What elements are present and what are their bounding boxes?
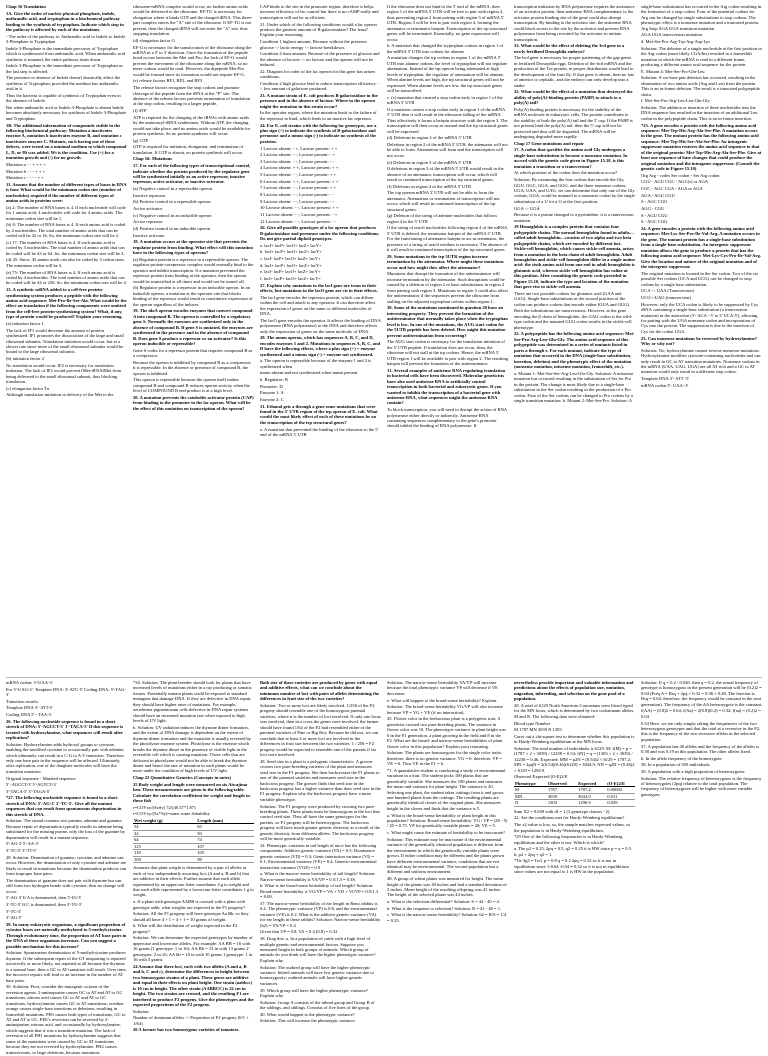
- paragraph: Solution: We can determine the expected genotypes by number of uppercase and lowercase alleles. For example: AA BB = 16 with 16 grams (1 genotype: 1 in 16); AA Bb = 13 in with 13 grams 2 genotypes: 2 in 16; AA bb = 10 in with 10 grams 1 genotype: 1 in 16 with 3 grams: [133, 935, 253, 963]
- paragraph: Because it is a purine changed to a pyrimidine, it is a transversion mutation.: [514, 212, 634, 223]
- paragraph: The bcd gene is necessary for proper patterning of the gap genes in fertilized Drosophila eggs. Deletion of the bcd mRNA and the production of the Tra protein, in proper distribution would lead to the development of the fruit fly. If that gene is absent, then no fate of anterior or cephalic, and the embryo can only develop into a snake.: [514, 55, 635, 88]
- paragraph: Condition 1 highest amount. Because without the presence glucose -> lactic energy -> lactose breakdown.: [260, 39, 367, 50]
- paragraph: *27. The following nucleotide sequence is found in a short stretch of DNA: 5'-AG-3' 3'-TC-5'. Give all the mutant sequences that can result from spontaneous depurination in this stretch of DNA.: [6, 795, 122, 817]
- table-cell: 0.011: [606, 793, 635, 799]
- paragraph: d. lacI+ lacP+ lacO+ lacZ+ lacY+: [260, 262, 322, 268]
- paragraph: 3'-TACA-5' 3'-TAGA-5': [6, 788, 50, 794]
- paragraph: c. What is the narrow-sense heritability? Solution: h2 = R/S = 1/4 = 0.25.: [387, 912, 507, 923]
- paragraph: (d) 45: Since, 45 amino acids can also be coded by 3 codon sizes. The minimum codon will be 3.: [6, 257, 126, 268]
- column-8: [133, 680, 254, 1056]
- paragraph: 31. Several examples of antisense RNA regulating translation in bacterial cells have been discovered. Molecular geneticists have also used antisense RNA to artificially control transcription in both bacterial and eukaryotic genes. If you wanted to inhibit the transcription of a bacterial gene with antisense RNA, what sequences might the antisense RNA contain?: [387, 367, 506, 406]
- paragraph: Solution: The deletion of a single nucleotide at the first position in the Arg codon (most likely CGA/Ins) resulted in a frameshift mutation in which the mRNA is read in a different frame, producing a different amino acid sequence for the protein.: [641, 45, 762, 68]
- paragraph: (a) 2: The number of RNA bases is 4. If each nucleotide will code for 1 amino acid, 4 nucleotides will code for 4 amino acids. The minimum codon size will be 1.: [6, 204, 126, 221]
- table-cell: 0.029: [606, 800, 635, 806]
- paragraph: d. Met-Ser-Pro-Arg-Trp-Arg-Asp-Lys: [641, 39, 711, 45]
- paragraph: (d) Positive control in an inducible operon: [133, 225, 211, 231]
- paragraph: The lacI gene encodes the repressor protein, which can diffuse within the cell and attach to any operator. It can therefore affect the expression of genes on the same or different molecules of DNA.: [260, 294, 376, 317]
- table-cell: 0.00002: [606, 787, 635, 793]
- table-cell: 98: [196, 856, 254, 862]
- paragraph: UCG->UAG (transversion): [641, 294, 691, 300]
- paragraph: 29. In many eukaryotic organisms, a significant proportion of cytosine bases are naturally methylated to 5-methylcytosine. Through evolutionary time, the proportion of AT base pairs in the DNA of these organisms increases. Can you suggest a possible mechanism for this increase?: [6, 921, 127, 949]
- paragraph: 8 Lactose absent: - -, Lactose present: - -: [260, 192, 335, 198]
- table-header: Wet weight (g): [133, 818, 196, 824]
- paragraph: Solution: Spontaneous deamination of 5-methylcytosine produces thymine. If the subsequent repair of the GT mispairing is repaired incorrectly or more likely, not repaired at all because the thymine is a normal base, then a GC to AT transition will result. Over time, the incorrect repairs will lead to an increase in the number of AT base pairs.: [6, 950, 127, 983]
- paragraph: Solution: The relative frequency of heterozygotes is the frequency of heterozygotes (2pq) relative to the total population. The frequency of heterozygotes will be higher with more variable genotypes.: [641, 775, 762, 797]
- table-header: Phenotype: [514, 781, 547, 787]
- paragraph: 48. A group of wheat plants was measured for height. The mean height of the plants was 40 inches and had a standard deviation of 3 inches. Mean height of the resulting offspring was 41 inches. The height of the selected plants was 44 inches.: [387, 876, 507, 898]
- paragraph: Assumes that plant weight is determined by a pair of alleles at each of two independently assorting loci (A and a, B and b) that are additive in their effects. Further assume that each allele represented by an uppercase letter contributes 4 g to weight and that each allele represented by a lowercase letter contributes 1 g to weight.: [133, 865, 254, 898]
- paragraph: 22. Diagram for order of the lac operon for this gene has arisen conditions.: [260, 68, 375, 80]
- paragraph: Solution: No, hydroxylamine cannot reverse nonsense mutations. Hydroxylamine modifies cytosine-containing nucleotides and can only result in GC to AT transition mutations. Nonsense codons in the mRNA (UAA, UAG, UGA) are all AT rich and a GC to AT mutation would only result in a different stop codon.: [641, 347, 761, 375]
- paragraph: 17. A codon that specifies the amino acid Gly undergoes a single-base substitution to become a nonsense mutation. In accord with the genetic code given in Figure 15.10, is this mutation a transition or a transversion?: [514, 147, 628, 169]
- paragraph: Solution: The F1 progeny were produced by crossing two pure-breeding plants. These plants must be homozygous at the loci that control seed size. They all have the same genotypes for the parents, so F1 progeny will be heterozygous. The backcross progeny will have much greater genetic diversity as a result of the genetic diversity from different alleles. The backcross progeny will be more genetically variable.: [260, 803, 381, 842]
- paragraph: 45. Flower color in the herbaceous plant is a polygenic trait. A geneticist crossed two pure-breeding plants. The variance in flower color was 10. The phenotypic variance in plant height was 6 in the F1 generation, a plant growing in the field and 8 in the F2. What are the broad- and narrow-sense heritabilities of plant flower color in this population? Explain your reasoning.: [387, 716, 506, 749]
- paragraph: Condition 2 high glucose lead to reduce transcription efficiency -> low amount of galactose produced.: [260, 80, 379, 92]
- paragraph: For 5'-UAG-3': Template DNA: 3'-ATC-5' Coding DNA: 5'-TAG-3': [6, 686, 126, 698]
- paragraph: The AUG start codon is necessary for the translation initiation of the 5' UTR peptide. If translation does not occur, then, the ribosome will not stall at the trp codons. Hence, the mRNA 5' UTR region 1 will be available to pair with region 2. The resulting hairpin will prevent the formation of the antiterminator.: [387, 339, 509, 367]
- table-cell: 54: [133, 824, 196, 830]
- paragraph: Template DNA 3'- ATT-5': [6, 705, 53, 711]
- paragraph: Active repressor: [133, 219, 163, 225]
- paragraph: AGA - AGU CGU: [641, 192, 675, 198]
- paragraph: nevertheless provide important and valuable information and predictions about the effects of population size, mutation, migration, inbreeding, and selection on the gene pool of a population.: [514, 680, 634, 702]
- paragraph: 5'-TC-3': [6, 908, 22, 914]
- fish-measurement-table: [133, 818, 254, 863]
- paragraph: 10 Lactose absent: - -, Lactose present: + +: [260, 205, 339, 211]
- table-cell: 107: [196, 843, 254, 849]
- paragraph: 11 Lactose absent: - -, Lactose present: - +: [260, 211, 338, 217]
- paragraph: 20. A mutation prevents the catabolite activator protein (CAP) from binding to the promoter in the lac operon. What will be the effect of this mutation on transcription of the operon?: [133, 394, 254, 411]
- paragraph: b. A mutation that changed the tryptophan codons in region 1 of the mRNA 5' UTR into codons for alanine: [387, 43, 504, 54]
- paragraph: There are two possible codons for glutamic acid (GAA and GAG). Single-base substitutions at the second position of the codon can produce codons that encode valine (GUA and GUG).: [514, 290, 631, 307]
- paragraph: 22. Are the conditions met for Hardy-Weinberg equilibrium?: [514, 815, 625, 821]
- paragraph: Condition 4 least amount. Because of the presence of glucose and the absence of lactose -> no lactose and the operon will not be induced.: [260, 51, 380, 68]
- paragraph: b. Solution: UV radiation induces the thymine dimer formation, and the extent of DNA damage is dependent on the extent of thymine dimer formation and the mutation is usually reversed by the photolyase enzyme system. Photolyase is the enzyme which breaks the thymine dimer in the presence of visible light in the reversible cell which is causing mutation. Those cells that are deficient in photolyase would not be able to break the thymine dimer and hence the rate of mutation in such plants would be more under the condition of high levels of UV light.: [133, 724, 252, 774]
- column-11: [514, 680, 635, 1056]
- paragraph: 9 Lactose absent: - -, Lactose present: - -: [260, 198, 335, 204]
- paragraph: 1A. Give the order of nucleic physical phosphate, indole, anthranilic acid, and tryptophan in a biochemical pathway leading to the synthesis of tryptophan. Indicate which step in the pathway is affected by each of the mutations.: [6, 10, 124, 32]
- paragraph: 28. Solution: Deamination of guanine, cytosine, and adenine can occur. However, the deamination of only cytosine and adenine are likely to result in mutations because the deamination products can form improper base pairs.: [6, 854, 127, 877]
- paragraph: Poly(A) binding protein is necessary for the stability of the mRNA molecule in eukaryotic cells. The protein contributes to the stability of both the poly(A) tail and the 5' cap. If the PABP is not present bind the poly(A) tail, then the 5' cap will not be protected and thus will be degraded. The mRNA will be undergoing degraded more rapidly.: [514, 106, 633, 140]
- paragraph: 39. A population with a high proportion of heterozygotes.: [641, 768, 746, 774]
- paragraph: 18. A mutation occurs at the operator site that prevents the regulator protein from binding. What effect will this mutation have in the following types of operons?: [133, 239, 253, 256]
- paragraph: - The order of the pathway is: Anthranilic acid to Indole to Indole 3-Phosphate to Tryptophan: [6, 33, 126, 45]
- column-7: [6, 680, 127, 1056]
- paragraph: 3'-AG-5': [6, 915, 22, 921]
- paragraph: Original sequence - Mutated sequence: [6, 775, 76, 781]
- paragraph: AGG - CGU: [641, 206, 665, 212]
- section-divider: [6, 677, 762, 678]
- paragraph: Because the operon is inhibited by compound B as a corepressor, it is repressible. In the absence or presence of compound B, the operon is inhibited.: [133, 359, 252, 376]
- paragraph: Solution: The addition or insertion of three nucleotides into the DNA sequence has resulted in the insertion of an additional Leu codon in the polypeptide chain. This is an in-frame insertion.: [641, 105, 758, 121]
- paragraph: Carry out a chi-square test to determine whether this population is in Hardy-Weinberg equilibrium at the MN locus.: [514, 733, 635, 745]
- paragraph: (e) Deletions in region 3 of the mRNA 5' UTR: [387, 159, 472, 165]
- paragraph: b. In the allele frequency of the homozygote.: [641, 755, 723, 761]
- table-cell: 50: [196, 830, 254, 836]
- table-cell: MN: [514, 793, 547, 799]
- table-cell: 3039: [547, 793, 577, 799]
- paragraph: 29. Some mutations in the trp 5UTR region increase termination by the attenuator. Where might these mutations occur and how might they affect the attenuator?: [387, 253, 504, 270]
- paragraph: Mutation c - - - - + +: [6, 175, 44, 181]
- table-header: (O-E)2/E: [606, 781, 635, 787]
- paragraph: (g) Deletion of the string of adenine nucleotides that follows region 4 in the 5' UTR: [387, 213, 497, 224]
- paragraph: 37. A population has 40 alleles and the frequency of the alleles is 0.38 and was 0.19 in this population. The other alleles fixed.: [641, 743, 760, 754]
- paragraph: The top operon mRNA 5' UTR will not be able to form the attenuator. Attenuation or termination of transcription will not occur, which will result in continued transcription of the trp structural genes.: [387, 190, 500, 212]
- column-3: [260, 4, 381, 676]
- paragraph: CGC - AGC CGA - AGA or AGA: [641, 186, 703, 192]
- paragraph: No translation would occur. IF2 is necessary for translation initiation. The lack of IF2 would prevent fMet-tRNAfMet from being delivered to the small ribosomal subunit, thus blocking translation.: [6, 362, 122, 385]
- paragraph: Given that VP = 0.8, VA = 0.4 (0.8) = 0.32: [260, 929, 338, 935]
- paragraph: 25. Can nonsense mutations be reversed by hydroxylamine? Why or why not?: [641, 335, 758, 346]
- table-cell: 105: [196, 850, 254, 856]
- paragraph: a. What is the narrow-sense heritability of tail length? Solution: Narrow-sense heritability is VA/VP = 0.5/1.3 = 0.38.: [260, 871, 376, 882]
- column-1: [6, 4, 127, 676]
- table-cell: 32: [133, 830, 196, 836]
- paragraph: Sum X2 = 0.049 with df = 1 (3 genotype classes - 2): [514, 808, 610, 814]
- paragraph: (c) elongation factor Tu: [6, 385, 50, 391]
- paragraph: 21. Under which of the following conditions would a lac operon produce the greatest amount of B-galactosidase? The least? Explain your reasoning.: [260, 21, 377, 38]
- paragraph: 11. Assume that the number of different types of bases in RNA is four. What would be the minimum codon size (number of nucleotides) required if the number of different types of amino acids in proteins were:: [6, 181, 127, 204]
- paragraph: 22. A polypeptide has the following amino acid sequence: Met-Ser-Pro-Arg-Leu-Glu-Gly. The amino acid sequence of this polypeptide was determined in a series of mutants listed in parts a through e. For each mutant, indicate the type of mutation that occurred in the DNA (single-base substitution, insertion, deletion) and the phenotypic effect of the mutation (nonsense mutation, missense mutation, frameshift, etc.).: [514, 331, 635, 370]
- paragraph: e. lacI- lacP+ lacO+ lacZ+ lacY+: [260, 269, 321, 275]
- column-4: [387, 4, 508, 676]
- paragraph: Transition results:: [6, 698, 39, 704]
- paragraph: mmm absent and not synthesized when mmm present: [260, 370, 358, 376]
- paragraph: b. What is the response to selection? Solution: R = 41 - 40 = 1.: [387, 905, 502, 911]
- paragraph: 26 A farmer has two homozygous varieties of tomatoes.: [133, 1027, 240, 1033]
- table-cell: 1296.9: [577, 800, 606, 806]
- chi-square-table: [514, 781, 635, 807]
- paragraph: Gene S codes for a repressor protein that requires compound B as a corepressor.: [133, 347, 253, 359]
- paragraph: (d) Deletions in region 2 of the mRNA 5' UTR: [387, 135, 472, 141]
- paragraph: mRNA codon 5'- UAA -3': [641, 382, 689, 388]
- table-header: Observed: [547, 781, 577, 787]
- paragraph: (b) Positive control in a repressible operon: [133, 199, 211, 205]
- paragraph: A mutation changes the trp codons in region 1 of the mRNA 5' UTR into alanine codons, the level of tryptophan will not regulate attenuation. Instead of the trp operon being attenuated at high levels of tryptophan, the regulator of attenuation will be alanine. When alanine levels are high, the trp structural genes will not be expressed. When alanine levels are low, the trp structural genes will be transcribed.: [387, 55, 508, 94]
- paragraph: b. What is the broad-sense heritability of tail length? Solution: Broad-sense heritability is VG/VP = VA + VD + VI/VP = 0.9/1.3 = 0.69.: [260, 883, 378, 900]
- paragraph: Coding DNA 5' - TAA-3': [6, 712, 52, 718]
- paragraph: The release factors recognize the stop codons and promote cleavage of the peptide from the tRNA at the "P" site. The absence of the release factors prevents termination of translation at the stop codon, resulting in a larger peptide.: [133, 85, 251, 107]
- paragraph: Mutation b - - - + + +: [6, 168, 46, 174]
- paragraph: GTP is required for initiation, elongation, and termination of translation. If GTP is absent, no protein synthesis will occur.: [133, 144, 244, 155]
- column-9: [260, 680, 381, 1056]
- paragraph: Org Arg - codes Ser codon - Ser Arg codon: [641, 172, 720, 178]
- paragraph: 28. The mmm operon, which has sequences A, B, C, and D, encodes enzymes 1 and 2. Mutations in sequences A, B, C, and D have the following effects, where a plus sign (+) = enzyme synthesized and a minus sign (-) = enzyme not synthesized.: [260, 335, 381, 357]
- paragraph: r=COVxy/(Sx*Sy)=some some fishability: [133, 811, 210, 817]
- paragraph: a. The operon is repressible because of the enzyme 1 and 2 is synthesized when: [260, 358, 372, 369]
- paragraph: 7 Lactose absent: - -, Lactose present: + +: [260, 185, 337, 191]
- paragraph: b. What will the distribution of weight expected in the F2 progeny?: [133, 923, 238, 934]
- column-5: [514, 4, 635, 676]
- paragraph: If the ribosome does not bind to the 5' end of the mRNA, then region 1 of the mRNA 5' UTR will be free to pair with region 2, thus preventing region 2 from pairing with region 3 of mRNA 5' UTR. Region 3 will be free to pair with region 4, forming the attenuator or terminator hairpin. Transcription of the trp structural genes will be terminated. Essentially, no gene expression will occur.: [387, 4, 507, 42]
- paragraph: 20. A total of 6129 North American Caucasians were blood typed for the MN locus, which is determined by two codominant alleles, M and N. The following data were obtained:: [514, 703, 635, 719]
- table-cell: 3044.9: [577, 793, 606, 799]
- paragraph: Enzyme 2: C: [260, 396, 284, 402]
- column-12: [641, 680, 762, 1056]
- paragraph: 32. What would be the effect of a mutation that destroyed the ability of poly(A)-binding protein (PABP) to attach to a poly(A) tail?: [514, 89, 633, 106]
- paragraph: Both the substitutions are transversions. However, at the gene encoding the β chain of hemoglobin, the GAG codon is the wild-type codon and the mutated GUG codon results in the sickle-cell phenotype.: [514, 308, 633, 330]
- paragraph: 6 Lactose absent: + +, Lactose present: + +: [260, 178, 339, 184]
- paragraph: 26. The following nucleotide sequence is found in a short stretch of DNA: 5'-AGCCT-3' 3'-TACA-5' If this sequence is treated with hydroxylamine, what sequences will result after replication?: [6, 718, 124, 741]
- table-cell: N: [514, 800, 547, 806]
- paragraph: a. Mutant 1: Met-Ser-Ser-Arg-Leu-Glu-Gly. Solution: A missense mutation has occurred resulting in the substitution of Ser for Pro in the protein. The change is most likely due to a single-base substitution in the Ser codon resulting in the production of a Pro codon. Four of the Ser codons can be changed to Pro codons by a single transition mutation. b. Mutant 2: Met-Ser-Pro. Solution: A: [514, 370, 634, 404]
- paragraph: Deletions in region 2 of the mRNA 5' UTR: the attenuator will not be able to form. Attenuation will form and the transcription will not occur.: [387, 142, 508, 158]
- paragraph: 17. For each of the following types of transcriptional control, indicate whether the protein produced by the regulator gene will be synthesized initially as an active repressor, inactive repressor, active activator, or inactive activator.: [133, 163, 251, 185]
- paragraph: a. A mutation that prevented the binding of the ribosome to the 5' end of the mRNA 5' UTR: [260, 426, 379, 438]
- paragraph: Chap 16 Translation: [6, 4, 46, 9]
- paragraph: E. Mutant 4: Met-Ser-Pro-Gln-Leu: [641, 68, 705, 74]
- paragraph: 24 Assume that three loci, each with two alleles (A and a, B and b, C and c), determine the differences in height between two homozygous strains of a plant. These genes are additive and equal in their effects on plant height. One strain (aabbcc) is 10 cm in height. The other strain (AABBCC) is 22 cm in height. The two strains are crossed, and the resulting F1 are interbred to produce F2 progeny. Give the phenotypes and the expected proportions of the F2 progeny.: [133, 963, 254, 1007]
- paragraph: (b) 8: The number of RNA bases is 4. If each amino acid is coded by 2 nucleotides. The total number of amino acids that can be coded will be 42 or 16. So, the minimum codon size will be 2.: [6, 222, 126, 239]
- paragraph: Although translation initiation or delivery of the Met to the: [6, 392, 114, 398]
- paragraph: 1B. The additional information of compounds visible in the following biochemical pathway: Mutation a inactivates enzyme A, mutation b inactivates enzyme B, and mutation c inactivates enzyme C. Mutants, each having one of these defects, were tested on a minimal medium to which compound L, D, or Hi was added. Wt is the condition. Use (+) for a mutation growth and (-) for no growth.: [6, 122, 127, 161]
- paragraph: The presence or absence of Indole doesn't drastically affect the synthesis of Tryptophan, provided the medium has anthranilic acid in it.: [6, 75, 121, 92]
- paragraph: Observed Expected (O-E)2/E: [514, 774, 568, 780]
- paragraph: Enzyme 1: A: [260, 390, 284, 396]
- paragraph: 25 Body weight and length were measured on six Aiwajima hen. These measurements are given in the following table. Calculate the correlation coefficient for weight and length in these fish: [133, 781, 250, 804]
- table-cell: M: [514, 787, 547, 793]
- paragraph: The deamination of guanine does not pair with thymine but can still form two hydrogen bonds with cytosine, thus no change will occur.: [6, 877, 125, 894]
- paragraph: ATP is required for the charging of the tRNAs with amino acids by the aminoacyl-tRNA synthetases. Without ATP, the charging would not take place, and no amino acids would be available for protein synthesis. So no protein synthesis will occur.: [133, 114, 251, 137]
- paragraph: If a mutation creates a stop codon early in region 1 of the mRNA 5' UTR then it will result in the ribosome falling of the mRNA. Thus effectively it forms a hairpin structure with the region 3. The transcription will then occur as normal and the trp structural genes will be expressed.: [387, 106, 508, 134]
- paragraph: EF-G is necessary for the translocation of the ribosome along the mRNA in a 5' to 3' direction. Once the formation of the peptide bond occurs between the Met and Pro, the lack of EF-G would prevent the movement of the ribosome along the mRNA, so no more codons would be read. However, the dipeptide Met-Pro would be formed since its formation would not require EF-G.: [133, 44, 252, 77]
- paragraph: Solution: Two or more loci are likely involved. 1/256 of the F2 progeny should resemble one of the homozygous parental varieties, where n is the number of loci involved. If only one locus was involved, then in a cross the genes were involved, the farmer should have found 1/64 of the F2 had resembled either of the parental varieties of Pine or Big Boy. Because he did not, we can conclude that at least 4 or more loci are involved in the differences in fruit size between the two varieties. 1 / 256 = F2 progeny would be expected to resemble one of the parents if six loci were involved.: [260, 703, 381, 758]
- paragraph: Both size of these varieties are produced by genes with equal and additive effects, what can we conclude about the minimum number of loci with pairs of alleles determining the differences in fruit size of the two varieties?: [260, 680, 380, 702]
- paragraph: 4 Lactose absent: + +, Lactose present: + +: [260, 165, 339, 171]
- paragraph: If the string of uracil nucleotides following region 4 of the mRNA 5' UTR is deleted, the terminator hairpin of the mRNA 5' UTR. For the functioning of attenuator hairpin to act as terminator, the presence of a string of uracil residues is necessary. The absence of it will result in continued transcription of the trp structural genes.: [387, 225, 508, 253]
- paragraph: 3'-TC-5' If C is deaminated, then 3'-TU-5': [6, 901, 83, 907]
- paragraph: Chap 22 Quantitative Genetics (Concepts in notes): [133, 775, 232, 781]
- paragraph: Active activator: [133, 206, 163, 212]
- paragraph: a. If a plant with genotype AABB is crossed with a plant with genotype aabb, what weights are expected in the F1 progeny?: [133, 899, 246, 910]
- paragraph: a. What is the broad-sense heritability of plant height in this population? Solution: Broad-sense heritability: VG / VP = (20 - 5) / 20 = 0.75. VP for genetically variable plants = 20; VE = 5.: [387, 812, 508, 829]
- paragraph: Solution:: [133, 1008, 150, 1014]
- paragraph: CGU - AGU CGC - AGC(s) or AGA: [641, 179, 709, 185]
- paragraph: b. Regulator: B: [260, 377, 288, 383]
- paragraph: 5'-AG-3' 5'-AA-3': [6, 841, 39, 847]
- paragraph: (g) GTP: [133, 137, 149, 143]
- paragraph: 12 Lactose absent: - -, Lactose present: - -: [260, 218, 337, 224]
- paragraph: Solution: By examining the four codons that encode the Gly, GGU, GGC, GGA, and GGG, and the three nonsense codons, UGA, UAA, and UAG, we can determine that only one of the Gly codons, GGA, could be mutated to a nonsense codon by the single substitution of a U for a G at the first position.: [514, 177, 635, 204]
- paragraph: 38. In a population of 500 individuals.: [641, 762, 711, 768]
- paragraph: 26. Give all possible genotypes of a lac operon that produces B-galactosidase and permease under the following conditions. Do not give partial diploid genotypes.: [260, 225, 380, 242]
- paragraph: r=COVxy/(SxSy) 72/(40.37*1.87): [133, 804, 196, 810]
- paragraph: c. lacI- lacP+ lacO+ lacZ+ lacY+: [260, 256, 321, 262]
- paragraph: a. What is the selection differential? Solution: S = 44 - 40 = 4.: [387, 899, 500, 905]
- paragraph: M 1787 MN 3039 N 1303: [514, 727, 562, 733]
- table-cell: 74: [196, 837, 254, 843]
- paragraph: 40. What would happen to the phenotypic variance?: [260, 1011, 355, 1017]
- table-header: Length (mm): [196, 818, 254, 824]
- paragraph: (c) Negative control in an inducible operon: [133, 212, 212, 218]
- paragraph: 34. Phenotypic variation in tail length of mice has the following components: Additive genetic variance (VA) = 0.5; Dominance genetic variance (VD) = 0.3; Genic interaction variance (VI) = 0.1; Environmental variance (VE) = 0.4; Genetic-environmental interaction variance (VGE) = 0.0: [260, 842, 377, 870]
- paragraph: *23. A gene encodes a protein with the following amino acid sequence: Met-Trp-His-Arg-Ala-Ser-Phe. A mutation occurs in the gene. The mutant protein has the following amino acid sequence: Met-Trp-His-Ser-Ala-Ser-Phe. An intragenic suppressor mutation restores the amino acid sequence to that of the original protein: Met-Trp-His-Arg-Ala-Ser-Phe. Give at least one sequence of base changes that could produce the original mutation and the intragenic suppressor. (Consult the genetic code in Figure 15.10): [641, 122, 762, 172]
- paragraph: Template DNA 3'- ATT -5': [641, 376, 690, 382]
- column-6: [641, 4, 762, 676]
- paragraph: 30. Solution: First, consider the mutagenic actions of the reversion agents: 2-aminopurine causes GC to AT and AT to GC transitions; nitrous acid causes GC to AT and AT to GC transitions; hydroxylamine causes GC to AT transitions; acridine orange causes single-base insertions or deletions, resulting in frameshift mutations. PH1 causes both types of transitions, GC to AT and AT to GC. PH1's reversion can be reversed by 2-aminopurine, nitrous acid, and occasionally by hydroxylamine, which suggests that it was a transition mutation. The lack of reversion of all PH1 mutations by hydroxylamine suggests that some of the mutations were caused by GC to AT transitions because they are not reverted by hydroxylamine. PH2 causes transversions, or large deletions, because mutations: [6, 984, 126, 1055]
- paragraph: 30. Some of the mutations mentioned in question 28 have an interesting property. They prevent the formation of the antiterminator that normally takes place when the tryptophan level is low. In one of the mutations, the AUG start codon for the 5UTR peptide has been deleted. How might this mutation prevent antitermination from occurring?: [387, 305, 508, 338]
- paragraph: Solution: Hydroxylamine adds hydroxyl groups to cytosine, enabling the modified cytosine to occasionally pair with adenine, which ultimately can result in a C-G to A-T transition. Therefore, only one base pair in the sequence will be affected. Ultimately, after replication, one of the daughter molecules will have the transition mutation.: [6, 741, 125, 774]
- paragraph: Solution: This will increase the phenotypic variance.: [260, 1018, 356, 1024]
- paragraph: 24. For E. coli strains with the following lac genotypes, use a plus sign (+) to indicate the synthesis of B-galactosidase and permease and a minus sign (-) to indicate no synthesis of the proteins.: [260, 122, 377, 144]
- paragraph: Solution: The narrow-sense heritability VA/VP will increase because the total phenotypic variance VP will decrease if VE decreases.: [387, 680, 498, 696]
- paragraph: mRNA codon: 5'-UAA-3': [6, 680, 53, 685]
- paragraph: Thus the bacteria is capable of synthesis of Tryptophan even in the absence of Indole.: [6, 92, 121, 104]
- paragraph: CAP binds to the site in the promoter region, therefore it helps increase efficiency of lac control but there is no cAMP really and transcription will not be as efficient.: [260, 4, 379, 20]
- paragraph: But when anthranilic acid or Indole 3-Phosphate is absent Indole becomes absolutely necessary for synthesis of Indole 3-Phosphate and Tryptophan.: [6, 105, 127, 121]
- paragraph: c. (c) mutation that created a stop codon early in region 1 of the mRNA 5' UTR: [387, 94, 503, 106]
- paragraph: *34. Solution: The plant breeder should look for plants that have increased levels of mutations either in a ray producing or somatic tissues. Potentially mutant plants could be exposed to standard mutagens that damage DNA. If they are defective in DNA repair, they should have higher rates of mutations. For example, xeroderma pigmentosum cells defective in DNA repair systems should have an increased mutation rate when exposed to high levels of UV light.: [133, 680, 252, 724]
- paragraph: (e) 75: The number of RNA bases is 4. If each amino acid is coded by 4 nucleotides. The total number of amino acids that can be coded will be 44 or 256. So, the minimum codon size will be 4.: [6, 269, 127, 286]
- paragraph: To block transcription, you will need to disrupt the action of RNA polymerase either directly or indirectly. Antisense RNA containing sequences complementary to the gene's promoter should inhibit the binding of RNA polymerase. If: [387, 407, 507, 429]
- paragraph: 13. A synthetic mRNA added to a cell-free protein-synthesizing system produces a peptide with the following amino acid sequence: Met-Pro-Ile-Ser-Ala. What would be the effect on translation if the following components were omitted from the cell-free protein-synthesizing system? What, if any, type of protein would be produced? Explain your reasoning.: [6, 287, 127, 320]
- paragraph: 31. Ethanol gets a through a gene some mutations that were found in the 5' UTR region of the trp operon of E. coli. What would the most likely effect of each of these mutations be on the transcription of the trp structural genes?: [260, 403, 378, 425]
- paragraph: 5'-AG-3' If A is deaminated, then 5'-IG-3': [6, 895, 82, 901]
- paragraph: Solution: A six-base pair deletion has occurred, resulting in the elimination of two amino acids (Arg and Leu) from the protein. This is an in-frame deletion. The result is a truncated polypeptide chain.: [641, 75, 760, 97]
- paragraph: c. What might cause the estimate of heritability to be inaccurate?: [387, 830, 505, 836]
- paragraph: S - AGU CGU: [641, 212, 668, 218]
- paragraph: 0.54 Here, we are only simply taking the frequencies of the two heterozygous genotypes and that the total at a recessive in the F2, this is the frequency of the two recessive alleles in the selected population.: [641, 720, 761, 742]
- paragraph: 2 Lactose absent: - -, Lactose present: - +: [260, 152, 336, 158]
- paragraph: f. lacI+ lacP+ lacO+ lacZ+ lacY+: [260, 276, 322, 281]
- paragraph: 38. Drag this: a. In a population of cattle with a high level of multiple genetic and environmental factors. Suppose you measured height in both groups of animals. Which group of animals do you think will have the higher phenotypic variance? Explain why.: [260, 936, 376, 963]
- paragraph: *Tn-3g3 = Tn3. p = 0.8 q = 0.2 2pq = 0.32 so it is not in equilibrium since 1-0.64 -0.04 ≠ 0.32 so it is not in equilibrium since values are not equal to 1 is HW in the population.: [514, 858, 629, 875]
- table-header: Expected: [577, 781, 606, 787]
- paragraph: 19 Hemoglobin is a complex protein that contains four polypeptide chains. The normal hemoglobin found in adults—called adult hemoglobin—consists of two alpha and two beta polypeptide chains, which are encoded by different loci. Sickle-cell hemoglobin, which causes sickle-cell anemia, arises from a mutation in the beta chain of adult hemoglobin. Adult hemoglobin and sickle-cell hemoglobin differ in a single amino acid: the sixth amino acid from one end in adult hemoglobin is glutamic acid, whereas sickle-cell hemoglobin has valine at this position. After consulting the genetic code provided in Figure 15.10, indicate the type and location of the mutation that gave rise to sickle-cell anemia.: [514, 224, 635, 290]
- paragraph: 3 Lactose absent: - -, Lactose present: - -: [260, 158, 335, 164]
- paragraph: ribosome-mRNA complex would occur, no further amino acids would be delivered to the ribosome. EF-TU is necessary for elongation where it binds GTP and the charged tRNA. This three-part complex enters the "A" site of the ribosome. If EF-TU is not present, then the charged tRNA will not enter the "A" site, thus stopping translation.: [133, 4, 253, 37]
- paragraph: single-base substitution has occurred in the Arg codon resulting in the formation of a stop codon. Four of the potential codons for Arg can be changed by single substitutions to stop codons. The phenotypic effect is a nonsense mutation and a truncated protein. Arg Stop AGA UGA transition mutation: [641, 4, 762, 31]
- table-cell: 1787.2: [577, 787, 606, 793]
- paragraph: Chap 17 Gene mutations and repair: [514, 140, 584, 146]
- column-10: [387, 680, 508, 1056]
- paragraph: (d) elongation factor G: [133, 37, 175, 43]
- paragraph: S - AGC CGG: [641, 199, 668, 205]
- table-cell: 100: [133, 856, 196, 862]
- paragraph: e. What will happen to the broad-sense heritability? Explain.: [387, 697, 498, 703]
- paragraph: (c) 17: The number of RNA bases is 4. If each amino acid is coded by 3 nucleotides. The total number of amino acids that can be coded will be 43 or 64. So, the minimum codon size will be 3.: [6, 239, 125, 256]
- paragraph: *1. A quantitative student is conducting a study of environmental variation in a trait. The student picks 100 plants that are genetically variable. She measures the 100 plants and measures the mean and variance for plant height. The variance is 20. Selecting one plant, the student takes cuttings from it and grows one hundred plants from the cuttings. The resulting plants are genetically identical clones of the original plant. She measures height in the clones and finds that the variance is 5.: [387, 767, 506, 811]
- paragraph: (a) initiation factor 1: [6, 321, 44, 327]
- paragraph: At which position of the codon does the mutation occur?: [514, 170, 618, 176]
- paragraph: a. lacI+ lacP+ lacO+ lacZ+ lacY+: [260, 242, 322, 248]
- table-row: [514, 800, 635, 806]
- paragraph: In the operator region, where the mutation leads to the failure of the repressor to bind, which leads to an inactive lac repressor.: [260, 110, 377, 121]
- paragraph: *29 One of the following frequencies is in Hardy-Weinberg equilibrium and the other is not. Which is which?: [514, 834, 623, 845]
- paragraph: Solution: The outbred group will have the higher phenotypic variance. Inbred animals will have low genetic variance due to homozygosity; outbred animals will have higher genetic variances.: [260, 964, 374, 986]
- table-cell: 1303: [547, 800, 577, 806]
- paragraph: (b) Regulator protein is a repressor in an inducible operon. In an inducible operon, a mutation at the operator site that blocks binding of the repressor would result in constitutive expression of the operon regardless of the inducer.: [133, 285, 253, 307]
- paragraph: Solution: Group A consists of the inbred group and Group B of the siblings, and siblings. Consists of five lines of the group.: [260, 999, 375, 1011]
- paragraph: However, only the UCA codon is likely to be suppressed by Cys tRNA containing a single-base substitution (a transversion mutation) in the anticodon (3'- ACA - 5' to 3' UCA-5'), allowing for pairing with the UGA nonsense codon and incorporation of Cys into the protein. The suppression is due to the insertion of Cys for the codon UGA.: [641, 301, 759, 334]
- paragraph: 5' -AGCCT-3' 5'-AGTCT-3': [6, 782, 57, 788]
- paragraph: Solution: The total number of individuals is 6129. M: f(M) = p = (1787 × 2 + 3039) / 12258 = 0.54; f(N) = q = (1303 × 2 + 3039) / 12258 = 0.46. Expected: MM = p2N = (0.54)2 × 6129 = 1787.2; MN = 2pqN = 2(0.54)(0.46)(6129) = 3044.9; NN = q2N = (0.46)2 × 6129 = 1296.9.: [514, 745, 635, 773]
- paragraph: 5 Lactose absent: - -, Lactose present: + +: [260, 172, 337, 178]
- paragraph: Inactive activator: [133, 232, 165, 238]
- paragraph: 33. What would be the effect of deleting the 3rd gene in a newly fertilized Drosophila embryo?: [514, 43, 625, 54]
- table-cell: 1787: [547, 787, 577, 793]
- paragraph: Solution: If q = 0.2 - 0.040, then q = 0.2, the actual frequency of genotype is homozygous in the present generation will be (0.2)2 = 0.04 (Freq A = Bsq + 2pq + 0.32 = 0.36 + 0.48, The fraction is Bsq = 0.64, therefore, the frequency would be constant in the next generation). The frequency of the AA heterozygote is the constant.: [641, 680, 762, 707]
- paragraph: (f) Deletions in region 4 of the mRNA 5' UTR: [387, 183, 472, 189]
- paragraph: Number of dominant alleles -> Proportion of F2 progeny (6/1 + 1/64): [133, 1015, 249, 1026]
- paragraph: The lacO gene encodes the operator. It affects the binding of DNA polymerase (RNA polymerase) to the DNA and therefore affects only the expression of genes on the same molecule of DNA.: [260, 317, 381, 334]
- paragraph: (f) ATP: [133, 108, 147, 114]
- top-band: [6, 4, 762, 676]
- paragraph: Mutation a - - + + + +: [6, 161, 46, 167]
- paragraph: Indole 3-Phosphate is the immediate precursor of Tryptophan which is synthesized from anthranilic acid. When anthranilic acid synthesis is mutated, the entire pathway shuts down.: [6, 45, 126, 62]
- paragraph: 24. A gene encodes a protein with the following amino acid sequence: Met-Lys-Ser-Pro-Ile-Val-Arg. A mutation occurs in the gene. The mutant protein has a single-base substitution from a single-base substitution. An intergenic suppressor mutation allows the gene to produce a protein that has the following amino acid sequence: Met-Lys-Cys-Pro-Ile-Val-Arg. Give the location and nature of the original mutation and of the intergenic suppressor.: [641, 225, 761, 270]
- paragraph: (e) release factors RF1, RF2, and RF3: [133, 78, 203, 84]
- paragraph: UCA -> UAA (Transversion): [641, 288, 695, 294]
- table-cell: 64: [133, 837, 196, 843]
- table-row: [133, 856, 254, 862]
- paragraph: Solution: The broad-sense heritability VG/VP will also increase because VP = VG + VE (if no interaction).: [387, 704, 503, 715]
- paragraph: f. Met-Ser-Pro-Arg-Leu-Leu-Glu-Gly: [641, 98, 710, 104]
- paragraph: Promoter: D: [260, 383, 283, 389]
- paragraph: 28. Seed size in a plant is a polygenic characteristic. A grower crosses two pure-breeding varieties of the plant and measures seed size in the F1 progeny. She then backcrosses the F1 plants to one of the parental varieties and measures seed size in the backcross progeny. The grower finds that seed size in the backcross progeny has a higher variance than does seed size in the F1 progeny. Explain why the backcross progeny have a more variable phenotype.: [260, 758, 381, 802]
- paragraph: (a) Negative control in a repressible operon: [133, 186, 213, 192]
- paragraph: Solution: All the F1 progeny will have genotype Aa Bb, so they should all have 4 + 1 + 4 + 1 = 10 grams of weight.: [133, 911, 249, 922]
- paragraph: 19. The idoA operon encodes enzymes that convert compound A into compound B. The operon is controlled by a regulatory gene S. Normally the enzymes are synthesized only in the absence of compound B. If gene S is mutated, the enzymes are synthesized in the presence and in the absence of compound B. Does gene S produce a repressor or an activator? Is this operon inducible or repressible?: [133, 308, 253, 346]
- paragraph: Inactive repressor: [133, 192, 166, 198]
- paragraph: f(AA) = (0.8)2 = 0.64; f(Aa) = 2(0.8)(0.2) = 0.32; f(aa) = (0.2)2 = 0.04: [641, 708, 761, 719]
- paragraph: The lack of IF1 would decrease the amount of protein synthesized. IF1 promotes the dissociation of the large and small ribosomal subunits. Translation initiation would occur, but at a slower rate since more of the small ribosomal subunits would be bound to the large ribosomal subunits.: [6, 327, 124, 355]
- paragraph: GGA -> UGA: [514, 205, 540, 211]
- paragraph: Mutations that disrupt the formation of the antiterminator will increase termination by the attenuator. Such disruptions could be caused by a deletion of region 2 or base substitutions in region 2 from pairing with region 3. Mutations in region 3 could also affect the antiterminator if the sequences prevent the ribosome from stalling on the adjacent tryptophan codons within region 1.: [387, 271, 508, 304]
- paragraph: S - AGC CGG: [641, 219, 668, 225]
- paragraph: 37. The narrow-sense heritability of ear length in Reno rabbits is 0.4. The phenotypic variance (VP) is 0.8, and the environmental variance (VE) is 0.2. What is the additive genetic variance (VA) for ear length in these rabbits? Solution: Narrow-sense heritability (h2) = VA/VP = 0.4: [260, 900, 381, 928]
- paragraph: 23. A mutant strain of E. coli produces B-galactosidase in the presence and in the absence of lactose. Where in the operon might the mutation in this strain occur?: [260, 92, 378, 109]
- paragraph: The x2 value is low, so, the sample matches expected values, so the population is in Hardy-Weinberg equilibrium.: [514, 822, 631, 833]
- paragraph: AGA UGA transversion mutation: [641, 32, 702, 38]
- paragraph: 1 Lactose absent: - +, Lactose present: + +: [260, 145, 338, 151]
- table-cell: 125: [133, 843, 196, 849]
- paragraph: 39. Which group will have the higher phenotypic variance? Explain why.: [260, 987, 368, 998]
- paragraph: (b) initiation factor 2: [6, 356, 45, 362]
- paragraph: Solution: The strand contains two purines, adenine and guanine. Because repair of depurination typically results in adenine being substituted for the missing purine, only the loss of the guanine by depurination will result in a mutant sequence.: [6, 818, 125, 840]
- paragraph: Blood type Number: [514, 720, 551, 726]
- paragraph: 27. Explain why mutations in the lacI gene are trans in their effects, but mutations in the lacO gene are cis in their effects.: [260, 282, 378, 294]
- table-cell: 118: [133, 850, 196, 856]
- paragraph: Chap 16: Mutations: [133, 156, 172, 162]
- table-cell: 65: [196, 824, 254, 830]
- paragraph: The original mutation is located in the Ser codon. Two of the six possible Ser codons (UCA and UCG) can be changed to stop codons by a single base substitution.: [641, 270, 759, 287]
- paragraph: b. lacI+ lacP+ lacO+ lacZ+ lacY+: [260, 249, 322, 255]
- paragraph: If deletions in region 3 of the mRNA 5' UTR would result in the absence of an attenuator, transcription will occur, which will result in continued transcription of the trp structural genes.: [387, 166, 504, 183]
- paragraph: This operon is repressible because the operon itself makes compound B and compound B reduces operon activity when the level of COMPOUND B end product is at a high level.: [133, 377, 250, 394]
- column-2: [133, 4, 254, 676]
- paragraph: Solution: This estimate may be inaccurate if the environmental variance of the genetically identical population is different from the environment in which the genetically variable plants were grown. If either condition may be different and the plants grown have different environmental variance, conditions that are not identical may be environmental. The second population has a different and uniform environment.: [387, 836, 504, 875]
- paragraph: Indole 3-Phosphate is the immediate precursor of Tryptophan as the last step is affected.: [6, 63, 123, 74]
- paragraph: Solution: The plants are homozygous for the single color traits; therefore, there is no genetic variance; VG = 0; therefore, VP = VE = 6. Thus VE in the F1 = 6.: [387, 750, 502, 767]
- paragraph: a. The p2 = 0.25, 2pq = 0.5, q2 = 0.25 it is HW since p = q = 0.5. b. p2 + 2pq + q2 = 1.: [514, 846, 633, 857]
- paragraph: (a) Regulator protein is a repressor in a repressible operon. The regulator protein-corepressor complex would normally bind to the operator and inhibit transcription. If a mutation prevented the repressor protein from binding at the operator, then the operon would be transcribed at all times and would not be turned off.: [133, 256, 254, 284]
- paragraph: 3'-TC-5' 3'-TT-5': [6, 848, 37, 854]
- paragraph: transcription initiation by RNA polymerase requires the assistance of an activator protein, then antisense RNA complementary to the activator protein binding site of the gene could also disrupt transcription. By binding to the activator site, the antisense RNA could block access to the site by the activator and prevent RNA polymerase from being recruited by the activator to initiate transcription.: [514, 4, 635, 42]
- bottom-band: [6, 680, 762, 1055]
